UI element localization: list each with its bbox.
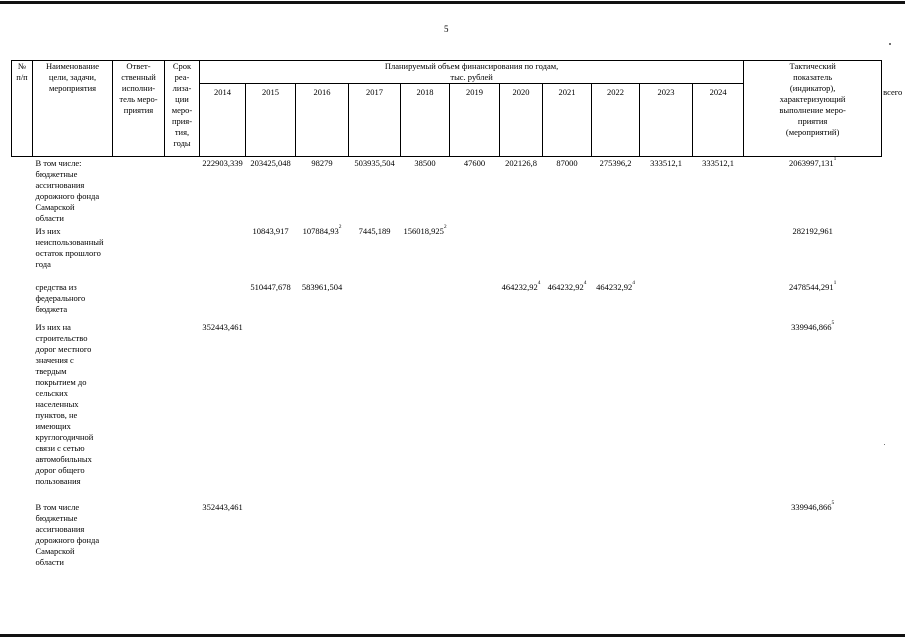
table-row [12,502,882,572]
header-funding: Планируемый объем финансирования по годам, тыс. рублей [200,61,744,84]
value-cell [296,502,349,572]
header-name: Наименование цели, задачи, мероприятия [33,61,113,157]
value-cell [640,282,693,322]
cell-value: 282192,961 [792,225,833,236]
table-row [12,322,882,502]
value-cell [543,226,592,282]
value-cell [744,226,882,282]
table-row [12,157,882,226]
cell-value: 98279 [311,158,333,169]
value-cell [744,157,882,226]
header-year-2024: 2024 [693,84,744,157]
value-cell [744,499,882,572]
value-cell [349,226,401,282]
footnote-mark: 4 [537,279,541,286]
value-cell [349,282,401,322]
row-name: В том числе бюджетные ассигнования дорожного фонда Самарской области [35,501,100,567]
cell-value: 156018,925 [403,225,444,236]
footnote-mark: 4 [583,279,587,286]
value-cell [200,226,246,282]
value-cell [246,322,296,502]
row-num-cell [12,226,33,282]
cell-value: 333512,1 [650,158,682,169]
header-year-2015: 2015 [246,84,296,157]
header-year-2014: 2014 [200,84,246,157]
table-header [12,61,903,157]
value-cell [401,157,450,226]
value-cell [401,282,450,322]
value-cell [640,502,693,572]
value-cell [349,322,401,502]
value-cell [450,502,500,572]
row-term-cell [165,157,200,226]
cell-value: 333512,1 [702,158,734,169]
value-cell [500,279,543,322]
value-cell [543,502,592,572]
value-cell [543,157,592,226]
value-cell [246,502,296,572]
table-row [12,226,882,282]
top-rule [0,1,905,4]
row-name: Из них неиспользованный остаток прошлого года [35,225,104,269]
cell-value: 38500 [414,158,436,169]
value-cell [693,226,744,282]
cell-value: 352443,461 [202,501,243,512]
value-cell [592,502,640,572]
value-cell [401,322,450,502]
footnote-mark: 2 [338,223,342,230]
value-cell [200,282,246,322]
value-cell [401,223,450,282]
row-executor-cell [113,157,165,226]
header-num: № п/п [12,61,33,157]
cell-value: 510447,678 [250,281,291,292]
value-cell [450,322,500,502]
row-executor-cell [113,502,165,572]
value-cell [693,502,744,572]
cell-value: 87000 [556,158,578,169]
value-cell [543,322,592,502]
value-cell [500,322,543,502]
row-term-cell [165,502,200,572]
value-cell [640,226,693,282]
bottom-rule [0,634,905,637]
value-cell [401,502,450,572]
value-cell [693,282,744,322]
row-executor-cell [113,226,165,282]
value-cell [592,322,640,502]
value-cell [693,157,744,226]
footnote-mark: 1 [833,156,837,163]
footnote-mark: 2 [443,223,447,230]
value-cell [296,223,349,282]
header-executor: Ответ- ственный исполни- тель меро- приятия [113,61,165,157]
value-cell [592,157,640,226]
row-name: средства из федерального бюджета [35,281,86,314]
table-row [12,282,882,322]
header-year-2017: 2017 [349,84,401,157]
value-cell [450,282,500,322]
cell-value: 2478544,291 [788,281,834,292]
value-cell [246,226,296,282]
value-cell [200,502,246,572]
row-executor-cell [113,282,165,322]
footnote-mark: 5 [831,319,835,326]
cell-value: 339946,866 [791,501,832,512]
value-cell [543,279,592,322]
cell-value: 352443,461 [202,321,243,332]
value-cell [693,322,744,502]
cell-value: 464232,92 [547,281,584,292]
row-executor-cell [113,322,165,502]
cell-value: 10843,917 [252,225,289,236]
value-cell [200,157,246,226]
footnote-mark: 4 [632,279,635,286]
value-cell [744,279,882,322]
footnote-mark: 5 [831,499,835,506]
cell-value: 275396,2 [599,158,632,169]
value-cell [450,226,500,282]
row-num-cell [12,157,33,226]
row-term-cell [165,322,200,502]
value-cell [592,226,640,282]
row-name: Из них на строительство дорог местного значения с твердым покрытием до сельских населенных пунктов, не имеющих круглогодичной связи с сетью автомобильных дорог общего пользования [35,321,94,487]
cell-value: 107884,93 [302,225,339,236]
value-cell [500,157,543,226]
header-year-2018: 2018 [401,84,450,157]
cell-value: 203425,048 [250,158,291,169]
value-cell [246,157,296,226]
row-num-cell [12,282,33,322]
header-year-2016: 2016 [296,84,349,157]
value-cell [349,157,401,226]
row-term-cell [165,282,200,322]
value-cell [592,279,640,322]
row-num-cell [12,322,33,502]
row-name: В том числе: бюджетные ассигнования дорожного фонда Самарской области [35,158,100,224]
header-year-2019: 2019 [450,84,500,157]
value-cell [744,319,882,502]
table-body [12,157,882,572]
footnote-mark: 1 [833,279,837,286]
cell-value: 7445,189 [358,225,391,236]
header-term: Срок реа- лиза- ции меро- прия- тия, годы [165,61,200,157]
header-year-2023: 2023 [640,84,693,157]
header-year-2020: 2020 [500,84,543,157]
header-years-row: 2014 2015 2016 2017 2018 2019 2020 2021 2022 2023 2024 всего [12,84,882,157]
value-cell [640,322,693,502]
cell-value: 339946,866 [791,321,832,332]
value-cell [246,282,296,322]
cell-value: 222903,339 [202,158,243,169]
value-cell [500,226,543,282]
cell-value: 464232,92 [501,281,538,292]
value-cell [296,157,349,226]
row-term-cell [165,226,200,282]
value-cell [450,157,500,226]
cell-value: 2063997,131 [788,158,834,169]
cell-value: 464232,92 [596,281,633,292]
cell-value: 583961,504 [301,281,343,292]
row-num-cell [12,502,33,572]
header-indicator: Тактический показатель (индикатор), характеризующий выполнение меро- приятия (мероприятий) [744,61,882,157]
value-cell [349,502,401,572]
header-year-2022: 2022 [592,84,640,157]
scan-speck [889,43,891,45]
value-cell [200,322,246,502]
cell-value: 202126,8 [505,158,537,169]
value-cell [296,282,349,322]
value-cell [500,502,543,572]
page-number: 5 [444,24,449,34]
value-cell [640,157,693,226]
cell-value: 47600 [463,158,486,169]
financing-table [11,60,903,572]
header-year-2021: 2021 [543,84,592,157]
scan-speck [884,444,885,445]
cell-value: 503935,504 [354,158,395,169]
value-cell [296,322,349,502]
